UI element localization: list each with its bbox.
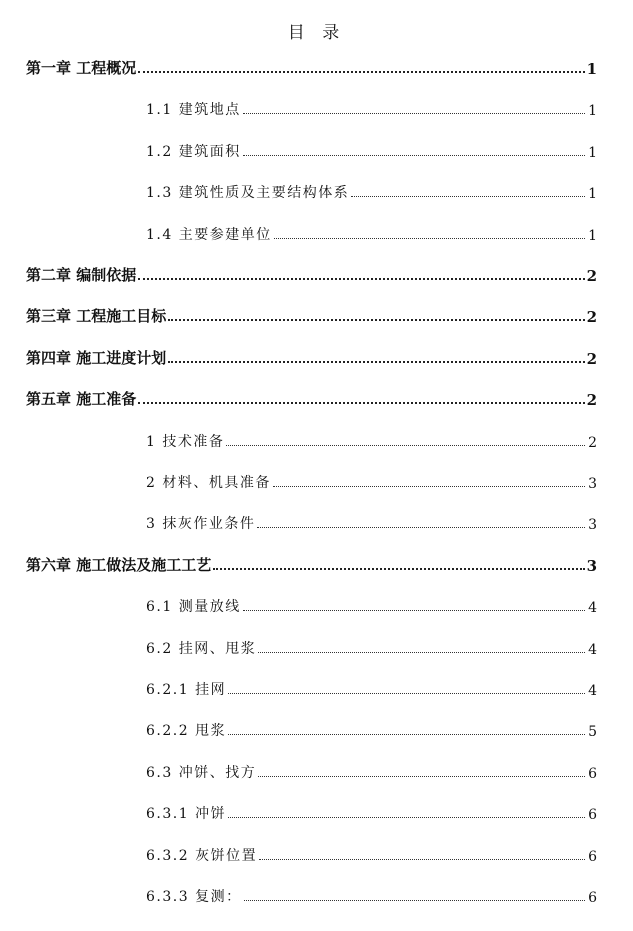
toc-entry-label: 1 技术准备 (146, 433, 225, 450)
toc-entry-label: 第三章 工程施工目标 (26, 307, 167, 326)
toc-page-number: 1 (588, 103, 597, 120)
toc-page-number: 5 (588, 724, 597, 741)
toc-entry-label: 1.3 建筑性质及主要结构体系 (146, 185, 350, 202)
dot-leader (258, 776, 585, 777)
toc-entry-label: 第二章 编制依据 (26, 266, 137, 284)
toc-page-number: 2 (586, 349, 597, 368)
toc-section-entry[interactable] (146, 466, 597, 492)
toc-entry-label: 3 抹灰作业条件 (146, 516, 256, 533)
toc-section-entry[interactable] (146, 756, 597, 782)
toc-page-number: 2 (586, 308, 597, 327)
toc-page-number: 4 (588, 683, 597, 699)
dot-leader (351, 196, 585, 197)
toc-section-entry[interactable] (146, 880, 597, 906)
toc-page-number: 1 (586, 60, 597, 78)
toc-entry-label: 第六章 施工做法及施工工艺 (26, 555, 212, 574)
toc-section-entry[interactable] (146, 590, 597, 616)
toc-entry-label: 6.1 测量放线 (146, 599, 241, 616)
toc-page-number: 1 (588, 227, 597, 244)
dot-leader (258, 652, 585, 653)
toc-section-entry[interactable] (146, 714, 597, 740)
dot-leader (138, 71, 584, 73)
dot-leader (228, 734, 585, 735)
toc-chapter-entry[interactable] (26, 549, 597, 575)
toc-page-number: 1 (588, 186, 597, 203)
dot-leader (228, 817, 585, 818)
dot-leader (244, 900, 585, 901)
dot-leader (228, 693, 585, 694)
dot-leader (168, 319, 584, 321)
toc-section-entry[interactable] (146, 176, 597, 202)
toc-chapter-entry[interactable] (26, 342, 597, 368)
toc-chapter-entry[interactable] (26, 259, 597, 285)
toc-section-entry[interactable] (146, 425, 597, 451)
dot-leader (168, 361, 584, 363)
toc-entry-label: 1.1 建筑地点 (146, 102, 241, 119)
toc-section-entry[interactable] (146, 135, 597, 161)
toc-page-number: 2 (588, 434, 597, 451)
toc-page-number: 4 (588, 600, 597, 617)
dot-leader (138, 278, 584, 280)
toc-entry-label: 6.2.2 甩浆 (146, 723, 227, 740)
toc-entry-label: 1.4 主要参建单位 (146, 226, 272, 243)
dot-leader (243, 610, 585, 611)
toc-entry-label: 1.2 建筑面积 (146, 143, 241, 160)
toc-entry-label: 6.3 冲饼、找方 (146, 764, 257, 781)
toc-page-number: 3 (588, 517, 597, 534)
toc-section-entry[interactable] (146, 218, 597, 244)
dot-leader (226, 445, 585, 446)
toc-entry-label: 6.2.1 挂网 (146, 682, 227, 698)
dot-leader (213, 568, 584, 570)
toc-page-number: 6 (588, 848, 597, 865)
dot-leader (257, 527, 585, 528)
toc-section-entry[interactable] (146, 507, 597, 533)
dot-leader (243, 155, 585, 156)
toc-chapter-entry[interactable] (26, 52, 597, 78)
toc-section-entry[interactable] (146, 93, 597, 119)
dot-leader (259, 859, 585, 860)
toc-entry-label: 6.3.2 灰饼位置 (146, 847, 258, 864)
dot-leader (243, 113, 585, 114)
toc-entry-label: 6.3.1 冲饼 (146, 806, 227, 823)
toc-section-entry[interactable] (146, 797, 597, 823)
toc-page-number: 3 (586, 556, 597, 575)
toc-section-entry[interactable] (146, 839, 597, 865)
toc-chapter-entry[interactable] (26, 300, 597, 326)
toc-page-number: 4 (588, 641, 597, 658)
toc-section-entry[interactable] (146, 673, 597, 699)
dot-leader (274, 238, 585, 239)
toc-chapter-entry[interactable] (26, 383, 597, 409)
toc-page-number: 6 (588, 890, 597, 906)
toc-section-entry[interactable] (146, 632, 597, 658)
toc-entry-label: 第一章 工程概况 (26, 59, 137, 77)
toc-page-number: 3 (588, 476, 597, 492)
page-title: 目 录 (287, 23, 346, 43)
toc-entry-label: 第四章 施工进度计划 (26, 348, 167, 367)
toc-entry-label: 6.2 挂网、甩浆 (146, 640, 257, 657)
toc-page-number: 1 (588, 144, 597, 161)
toc-page-number: 6 (588, 765, 597, 782)
toc-page-number: 2 (586, 267, 597, 285)
dot-leader (138, 402, 584, 404)
toc-entry-label: 6.3.3 复测： (146, 889, 242, 905)
dot-leader (273, 486, 585, 487)
toc-page-number: 2 (586, 391, 597, 410)
toc-entry-label: 第五章 施工准备 (26, 390, 137, 409)
toc-page-number: 6 (588, 807, 597, 824)
toc-entry-label: 2 材料、机具准备 (146, 475, 271, 491)
